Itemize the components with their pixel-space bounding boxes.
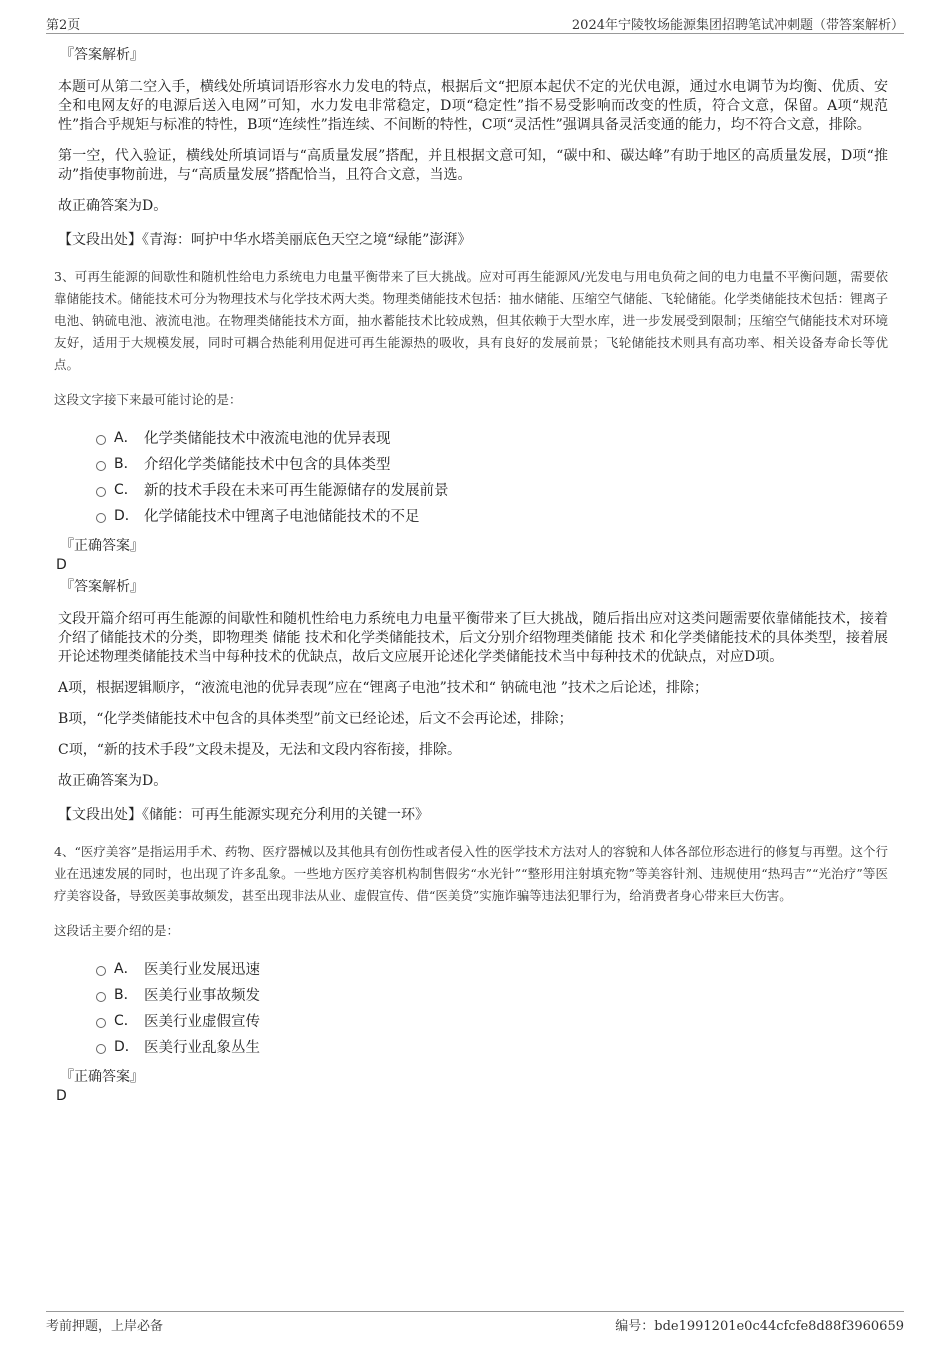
radio-icon[interactable]: [96, 513, 106, 523]
option-letter: A．: [114, 430, 138, 446]
q4-prompt: 这段话主要介绍的是：: [54, 923, 180, 938]
option-text: 医美行业发展迅速: [144, 961, 260, 978]
page-header: [46, 12, 904, 34]
option-letter: B．: [114, 456, 138, 472]
q4-option-b[interactable]: [96, 981, 888, 1007]
q2-source: 【文段出处】《青海：呵护中华水塔美丽底色天空之境“绿能”澎湃》: [58, 232, 472, 248]
q3-analysis-paragraph-4: C项，“新的技术手段”文段未提及，无法和文段内容衔接，排除。: [58, 742, 462, 758]
q4-answer-value: D: [56, 1088, 67, 1104]
radio-icon[interactable]: [96, 1044, 106, 1054]
q3-answer-block: [58, 536, 888, 598]
q3-question-text: 3、可再生能源的间歇性和随机性给电力系统电力电量平衡带来了巨大挑战。应对可再生能源风/光发电与用电负荷之间的电力电量不平衡问题，需要依靠储能技术。储能技术可分为物理技术与化学技术两大类。物理类储能技术包括：抽水储能、压缩空气储能、飞轮储能。化学类储能技术包括：锂离子电池、钠硫电池、液流电池。在物理类储能技术方面，抽水蓄能技术比较成熟，但其依赖于大型水库，进一步发展受到限制；压缩空气储能技术对环境友好，适用于大规模发展，同时可耦合热能利用促进可再生能源热的吸收，具有良好的发展前景；飞轮储能技术则具有高功率、相关设备寿命长等优点。: [54, 269, 888, 372]
page-footer: [46, 1311, 904, 1333]
option-text: 新的技术手段在未来可再生能源储存的发展前景: [144, 482, 449, 499]
q3-option-d[interactable]: [96, 502, 888, 528]
radio-icon[interactable]: [96, 1018, 106, 1028]
option-letter: D．: [114, 1039, 139, 1055]
radio-icon[interactable]: [96, 992, 106, 1002]
option-letter: A．: [114, 961, 138, 977]
q2-analysis-tag: 『答案解析』: [60, 47, 144, 63]
q3-analysis-paragraph-2: A项，根据逻辑顺序，“液流电池的优异表现”应在“锂离子电池”技术和“ 钠硫电池 ”技术之后论述，排除；: [58, 680, 708, 696]
q4-options: [96, 955, 888, 1059]
option-letter: D．: [114, 508, 139, 524]
page-content: [54, 44, 888, 1105]
option-text: 医美行业乱象丛生: [144, 1039, 260, 1056]
q3-answer-tag: 『正确答案』: [60, 538, 144, 554]
q4-question-text: 4、“医疗美容”是指运用手术、药物、医疗器械以及其他具有创伤性或者侵入性的医学技术方法对人的容貌和人体各部位形态进行的修复与再塑。这个行业在迅速发展的同时，也出现了许多乱象。一些地方医疗美容机构制售假劣“水光针”“整形用注射填充物”等美容针剂、违规使用“热玛吉”“光治疗”等医疗美容设备，导致医美事故频发，甚至出现非法从业、虚假宣传、借“医美贷”实施诈骗等违法犯罪行为，给消费者身心带来巨大伤害。: [54, 844, 888, 903]
q3-prompt: 这段文字接下来最可能讨论的是：: [54, 392, 242, 407]
radio-icon[interactable]: [96, 461, 106, 471]
option-letter: C．: [114, 482, 138, 498]
option-text: 化学类储能技术中液流电池的优异表现: [144, 430, 391, 447]
q4-option-c[interactable]: [96, 1007, 888, 1033]
q3-answer-value: D: [56, 557, 67, 573]
option-letter: B．: [114, 987, 138, 1003]
option-text: 医美行业虚假宣传: [144, 1013, 260, 1030]
q2-analysis-conclusion: 故正确答案为D。: [58, 198, 168, 214]
radio-icon[interactable]: [96, 966, 106, 976]
q3-option-c[interactable]: [96, 476, 888, 502]
q4-option-a[interactable]: [96, 955, 888, 981]
q3-source: 【文段出处】《储能：可再生能源实现充分利用的关键一环》: [58, 807, 429, 823]
q4-option-d[interactable]: [96, 1033, 888, 1059]
document-title: 2024年宁陵牧场能源集团招聘笔试冲刺题（带答案解析）: [571, 18, 904, 33]
radio-icon[interactable]: [96, 487, 106, 497]
document-id: 编号：bde1991201e0c44cfcfe8d88f3960659: [615, 1319, 904, 1334]
q3-option-a[interactable]: [96, 424, 888, 450]
radio-icon[interactable]: [96, 435, 106, 445]
option-text: 医美行业事故频发: [144, 987, 260, 1004]
q3-options: [96, 424, 888, 528]
q3-analysis-paragraph-1: 文段开篇介绍可再生能源的间歇性和随机性给电力系统电力电量平衡带来了巨大挑战，随后指出应对这类问题需要依靠储能技术，接着介绍了储能技术的分类，即物理类 储能 技术和化学类储能技术，后文分别介绍物理类储能 技术 和化学类储能技术的具体类型，接着展开论述物理类储能技术当中每种技术的优缺点，故后文应展开论述化学类储能技术当中每种技术的优缺点，对应D项。: [58, 611, 888, 665]
q3-analysis-paragraph-3: B项，“化学类储能技术中包含的具体类型”前文已经论述，后文不会再论述，排除；: [58, 711, 573, 727]
q3-analysis-conclusion: 故正确答案为D。: [58, 773, 168, 789]
option-text: 化学储能技术中锂离子电池储能技术的不足: [144, 508, 420, 525]
option-text: 介绍化学类储能技术中包含的具体类型: [144, 456, 391, 473]
option-letter: C．: [114, 1013, 138, 1029]
q2-analysis-paragraph-1: 本题可从第二空入手，横线处所填词语形容水力发电的特点，根据后文“把原本起伏不定的光伏电源，通过水电调节为均衡、优质、安全和电网友好的电源后送入电网”可知，水力发电非常稳定，D项“稳定性”指不易受影响而改变的性质，符合文意，保留。A项“规范性”指合乎规矩与标准的特性，B项“连续性”指连续、不间断的特性，C项“灵活性”强调具备灵活变通的能力，均不符合文意，排除。: [58, 79, 888, 133]
q2-analysis-paragraph-2: 第一空，代入验证，横线处所填词语与“高质量发展”搭配，并且根据文意可知，“碳中和、碳达峰”有助于地区的高质量发展，D项“推动”指使事物前进，与“高质量发展”搭配恰当，且符合文意，当选。: [58, 148, 888, 183]
q4-answer-block: [58, 1067, 888, 1105]
q3-option-b[interactable]: [96, 450, 888, 476]
q4-answer-tag: 『正确答案』: [60, 1069, 144, 1085]
footer-slogan: 考前押题，上岸必备: [46, 1319, 164, 1334]
q3-analysis-tag: 『答案解析』: [60, 579, 144, 595]
page-number: 第2页: [46, 18, 81, 33]
